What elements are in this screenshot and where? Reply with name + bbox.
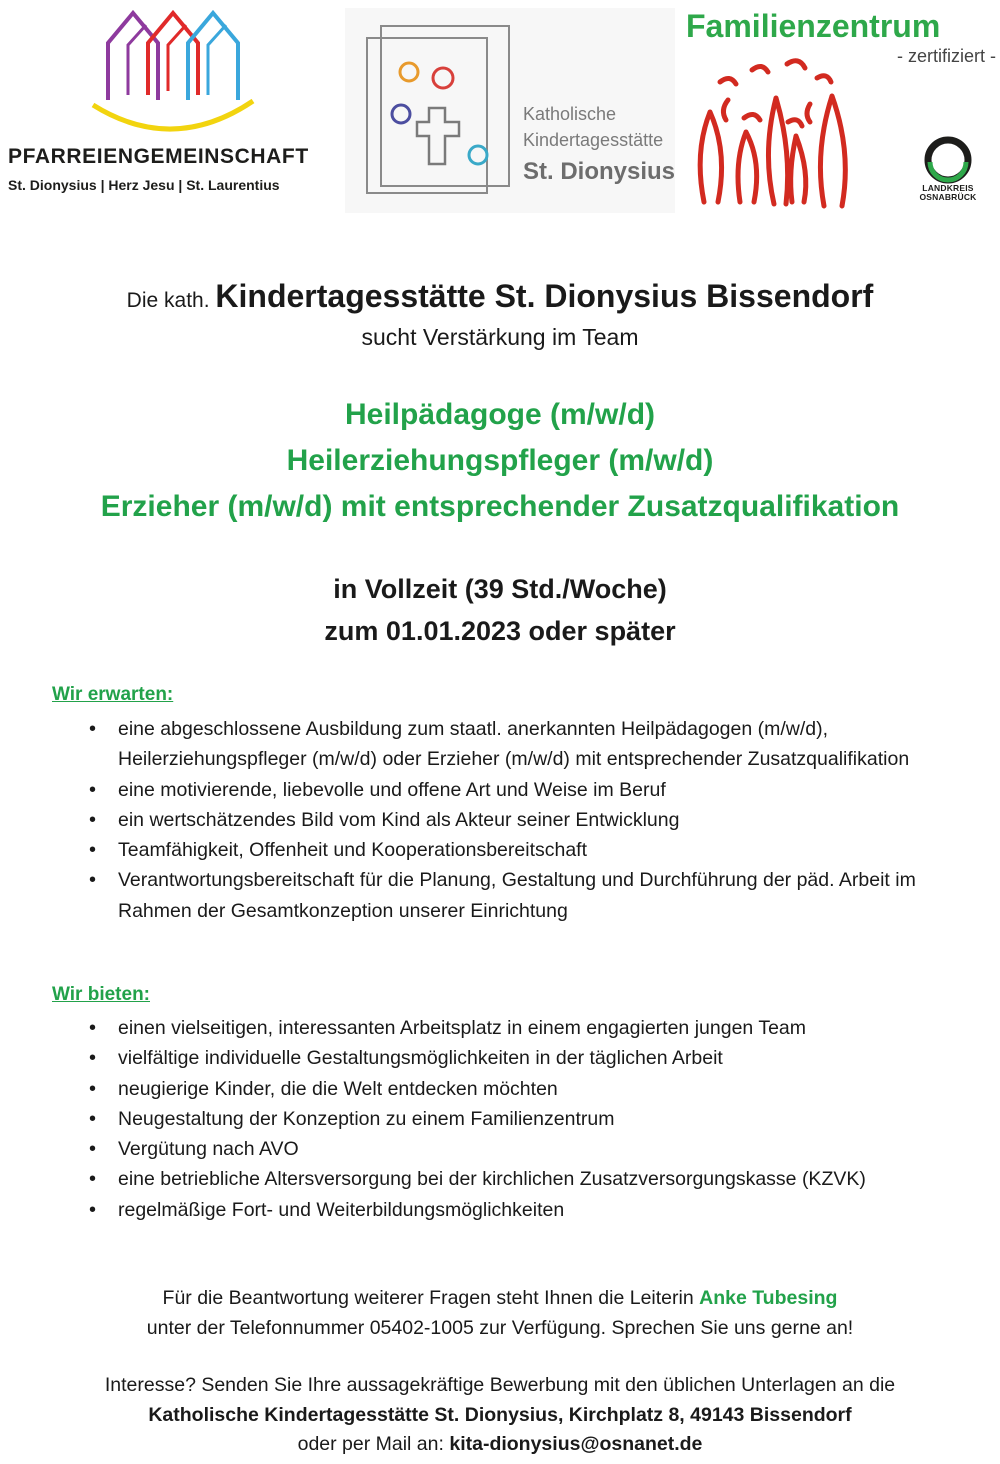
position-title-2: Heilerziehungspfleger (m/w/d) bbox=[286, 444, 714, 477]
logo-band bbox=[0, 0, 1000, 220]
familienzentrum-subtitle: - zertifiziert - bbox=[897, 46, 996, 66]
application-address: Katholische Kindertagesstätte St. Dionysius, Kirchplatz 8, 49143 Bissendorf bbox=[148, 1403, 852, 1426]
expect-heading: Wir erwarten: bbox=[52, 684, 174, 705]
offer-heading: Wir bieten: bbox=[52, 984, 150, 1005]
contact-line2: unter der Telefonnummer 05402-1005 zur Verfügung. Sprechen Sie uns gerne an! bbox=[146, 1317, 854, 1339]
contact-line1 bbox=[0, 1283, 1000, 1313]
application-line1: Interesse? Senden Sie Ihre aussagekräftige Bewerbung mit den üblichen Unterlagen an die bbox=[104, 1374, 896, 1396]
list-item: • eine abgeschlossene Ausbildung zum staatl. anerkannten Heilpädagogen (m/w/d), Heilerziehungspfleger (m/w/d) oder Erzieher (m/w/d) mit entsprechender Zusatzqualifikation bbox=[118, 714, 978, 775]
landkreis-line1: LANDKREIS bbox=[922, 183, 974, 193]
offer-list bbox=[118, 1013, 978, 1225]
kita-logo-line3: St. Dionysius bbox=[523, 158, 676, 185]
list-item: • Vergütung nach AVO bbox=[118, 1134, 978, 1164]
three-churches-icon bbox=[88, 5, 258, 140]
list-item: • eine motivierende, liebevolle und offene Art und Weise im Beruf bbox=[118, 775, 978, 805]
contact-person-name: Anke Tubesing bbox=[699, 1287, 838, 1309]
kita-logo-line1: Katholische bbox=[523, 104, 617, 124]
family-figures-icon bbox=[692, 52, 892, 212]
intro-subline: sucht Verstärkung im Team bbox=[361, 324, 639, 350]
start-date: zum 01.01.2023 oder später bbox=[324, 616, 676, 646]
pfarreiengemeinschaft-subtitle: St. Dionysius | Herz Jesu | St. Laurentius bbox=[8, 177, 280, 193]
contact-block bbox=[0, 1283, 1000, 1343]
application-mail-line bbox=[0, 1430, 1000, 1460]
list-item: • Verantwortungsbereitschaft für die Planung, Gestaltung und Durchführung der päd. Arbeit im Rahmen der Gesamtkonzeption unserer Einrichtung bbox=[118, 865, 978, 926]
list-item: • einen vielseitigen, interessanten Arbeitsplatz in einem engagierten jungen Team bbox=[118, 1013, 978, 1043]
list-item: • Neugestaltung der Konzeption zu einem Familienzentrum bbox=[118, 1104, 978, 1134]
familienzentrum-title: Familienzentrum bbox=[686, 8, 941, 44]
landkreis-ring-icon bbox=[920, 136, 976, 184]
list-item: • ein wertschätzendes Bild vom Kind als Akteur seiner Entwicklung bbox=[118, 805, 978, 835]
kita-logo-line2: Kindertagesstätte bbox=[523, 130, 664, 150]
list-item: • Teamfähigkeit, Offenheit und Kooperationsbereitschaft bbox=[118, 835, 978, 865]
position-title-1: Heilpädagoge (m/w/d) bbox=[344, 398, 656, 431]
list-item: • vielfältige individuelle Gestaltungsmöglichkeiten in der täglichen Arbeit bbox=[118, 1043, 978, 1073]
contact-line1-text: Für die Beantwortung weiterer Fragen steht Ihnen die Leiterin bbox=[162, 1287, 700, 1309]
familienzentrum-logo bbox=[680, 2, 998, 217]
kita-emblem-icon bbox=[361, 22, 521, 197]
working-hours: in Vollzeit (39 Std./Woche) bbox=[333, 574, 667, 604]
expect-list bbox=[118, 714, 978, 926]
pfarreiengemeinschaft-title: PFARREIENGEMEINSCHAFT bbox=[8, 145, 309, 168]
landkreis-osnabrueck-logo bbox=[912, 136, 984, 210]
pfarreiengemeinschaft-logo bbox=[8, 5, 338, 205]
application-block bbox=[0, 1371, 1000, 1460]
kita-logo bbox=[345, 8, 675, 213]
intro-prefix: Die kath. bbox=[126, 289, 216, 312]
list-item: • regelmäßige Fort- und Weiterbildungsmöglichkeiten bbox=[118, 1195, 978, 1225]
position-title-3: Erzieher (m/w/d) mit entsprechender Zusatzqualifikation bbox=[100, 490, 900, 523]
list-item: • eine betriebliche Altersversorgung bei der kirchlichen Zusatzversorgungskasse (KZVK) bbox=[118, 1164, 978, 1194]
application-email-link[interactable]: kita-dionysius@osnanet.de bbox=[449, 1433, 703, 1455]
list-item: • neugierige Kinder, die die Welt entdecken möchten bbox=[118, 1074, 978, 1104]
landkreis-line2: OSNABRÜCK bbox=[919, 192, 977, 202]
application-mail-prefix: oder per Mail an: bbox=[297, 1433, 450, 1455]
intro-line bbox=[0, 278, 1000, 315]
kita-name: Kindertagesstätte St. Dionysius Bissendorf bbox=[215, 278, 874, 314]
